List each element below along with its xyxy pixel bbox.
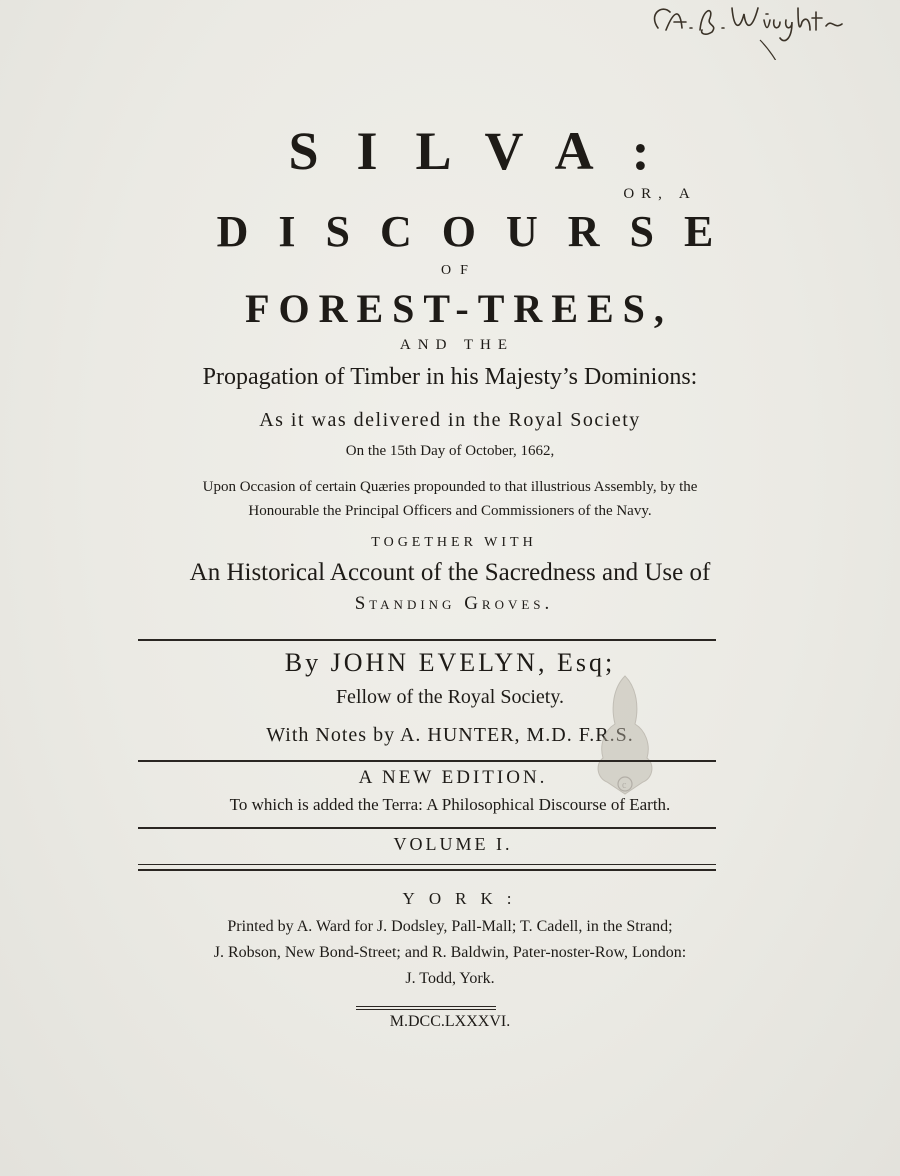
svg-text:c: c bbox=[622, 780, 627, 791]
rule-4b bbox=[138, 869, 716, 871]
rule-5b bbox=[356, 1009, 496, 1010]
new-edition: A NEW EDITION. bbox=[358, 767, 548, 788]
handwritten-signature bbox=[640, 0, 890, 60]
place-line: YORK: bbox=[402, 889, 526, 908]
printer-line-1: Printed by A. Ward for J. Dodsley, Pall-Mall; T. Cadell, in the Strand; bbox=[227, 918, 673, 935]
standing-groves: Standing Groves. bbox=[354, 593, 554, 614]
terra-line: To which is added the Terra: A Philosophical Discourse of Earth. bbox=[229, 795, 671, 814]
rule-5a bbox=[356, 1006, 496, 1007]
subtitle-or-a: OR, A bbox=[623, 186, 697, 202]
subtitle-of: OF bbox=[441, 263, 477, 278]
subtitle-and-the: AND THE bbox=[399, 337, 515, 353]
subtitle-discourse: DISCOURSE bbox=[216, 207, 744, 256]
notes-line: With Notes by A. HUNTER, M.D. F.R.S. bbox=[266, 724, 634, 746]
volume-line: VOLUME I. bbox=[393, 834, 513, 854]
rule-1 bbox=[138, 639, 716, 641]
subtitle-forest-trees: FOREST-TREES, bbox=[245, 286, 673, 331]
subtitle-propagation: Propagation of Timber in his Majesty’s Dominions: bbox=[202, 364, 698, 390]
occasion-line-2: Honourable the Principal Officers and Commissioners of the Navy. bbox=[248, 503, 652, 519]
fellow-line: Fellow of the Royal Society. bbox=[335, 686, 565, 708]
date-line: On the 15th Day of October, 1662, bbox=[345, 443, 555, 459]
rule-2 bbox=[138, 760, 716, 762]
printer-line-3: J. Todd, York. bbox=[405, 970, 495, 987]
imprint-year: M.DCC.LXXXVI. bbox=[389, 1013, 511, 1030]
historical-account: An Historical Account of the Sacredness and Use of bbox=[189, 559, 711, 586]
rule-3 bbox=[138, 827, 716, 829]
book-title: SILVA: bbox=[288, 121, 688, 181]
printer-line-2: J. Robson, New Bond-Street; and R. Baldwin, Pater-noster-Row, London: bbox=[213, 944, 687, 961]
subtitle-delivered: As it was delivered in the Royal Society bbox=[259, 409, 641, 431]
occasion-line-1: Upon Occasion of certain Quæries propounded to that illustrious Assembly, by the bbox=[202, 479, 698, 495]
author-line: By JOHN EVELYN, Esq; bbox=[284, 648, 616, 677]
together-with: TOGETHER WITH bbox=[371, 535, 537, 550]
rule-4a bbox=[138, 864, 716, 865]
